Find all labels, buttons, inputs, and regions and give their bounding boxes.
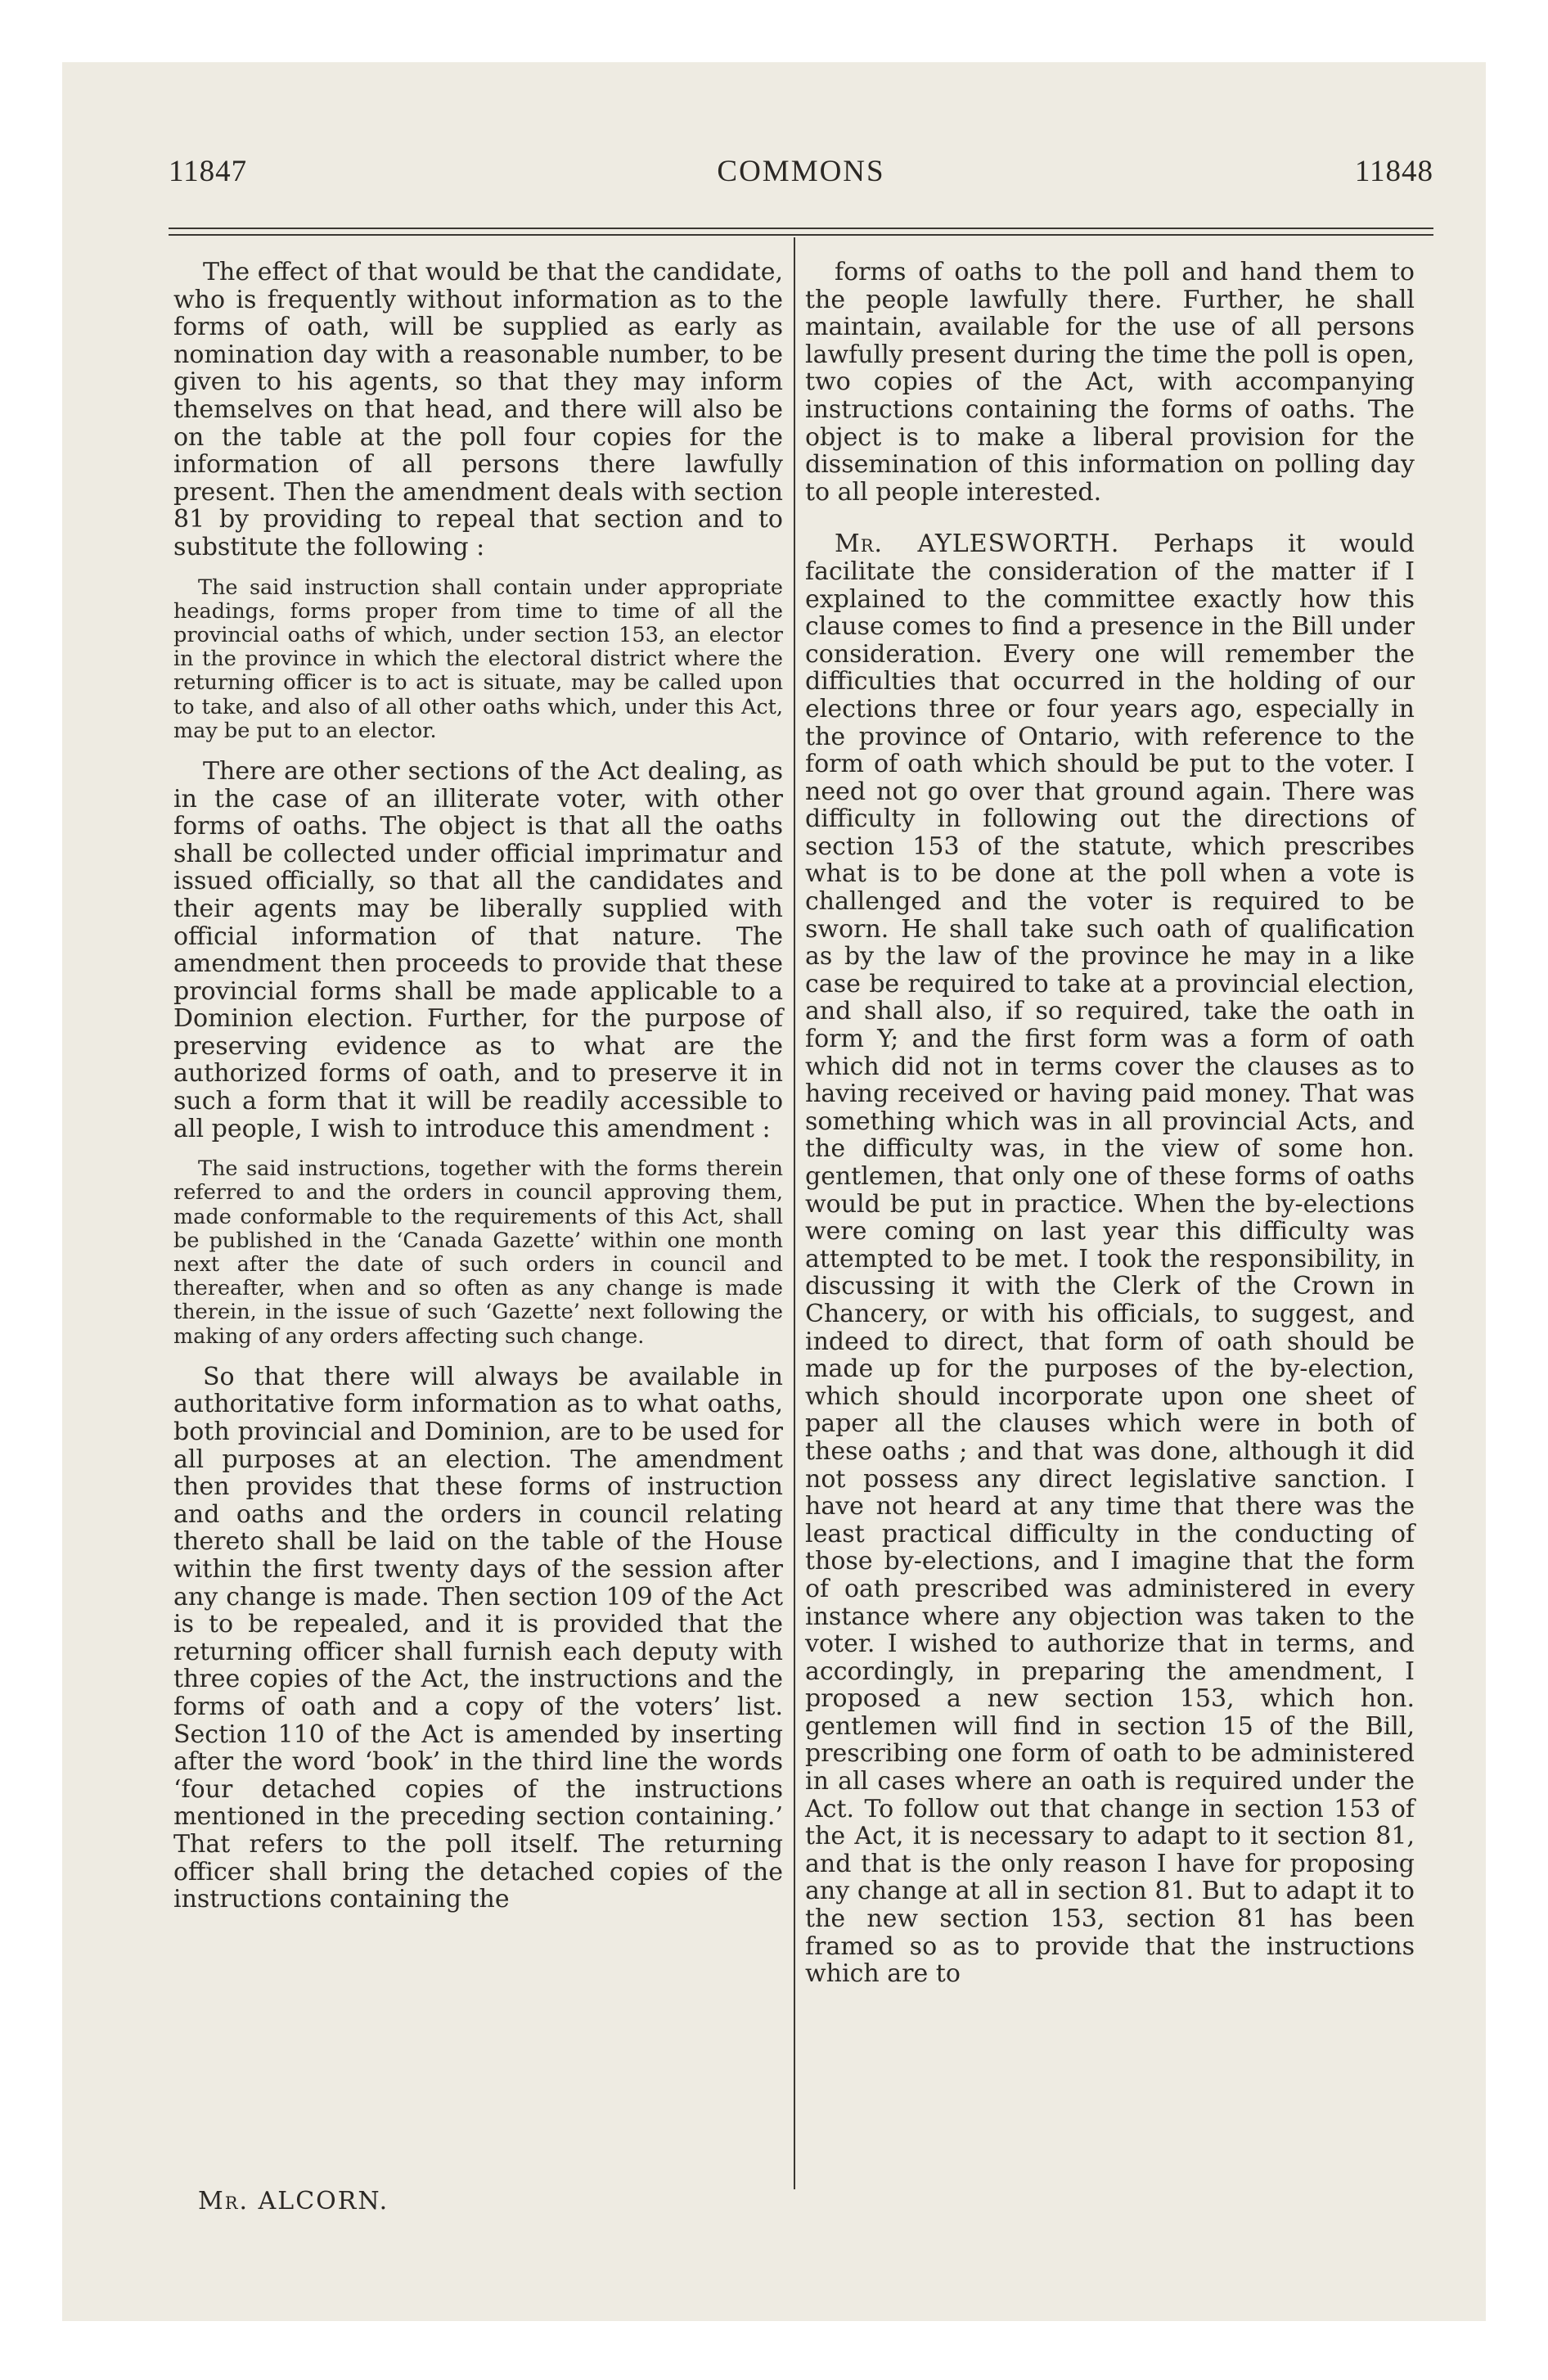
right-page-number: 11848	[1354, 155, 1433, 188]
left-paragraph-2: There are other sections of the Act dealing, as in the case of an illiterate voter, with other forms of oaths. The object is that all the oaths shall be collected under official imprimatur and issued officially, so that all the candidates and their agents may be liberally supplied with official information of that nature. The amendment then proceeds to provide that these provincial forms shall be made applicable to a Dominion election. Further, for the purpose of preserving evidence as to what are the authorized forms of oath, and to preserve it in such a form that it will be readily accessible to all people, I wish to introduce this amendment :	[173, 756, 783, 1143]
speaker-name: Mr. AYLESWORTH.	[835, 530, 1120, 559]
left-paragraph-1: The effect of that would be that the candidate, who is frequently without information as to the forms of oath, will be supplied as early as nomination day with a reasonable number, to be given to his agents, so that they may inform themselves on that head, and there will also be on the table at the poll four copies for the information of all persons there lawfully present. Then the amendment deals with section 81 by providing to repeal that section and to substitute the following :	[173, 258, 783, 561]
column-divider	[794, 237, 795, 2189]
left-page-number: 11847	[169, 155, 248, 188]
right-column	[805, 259, 1415, 1988]
header-rule-top	[169, 228, 1433, 229]
right-paragraph-1: forms of oaths to the poll and hand them to the people lawfully there. Further, he shall maintain, available for the use of all persons lawfully present during the time the poll is open, two copies of the Act, with accompanying instructions containing the forms of oaths. The object is to make a liberal provision for the dissemination of this information on polling day to all people interested.	[805, 258, 1415, 507]
footer-speaker-name: Mr. ALCORN.	[198, 2187, 389, 2215]
left-quoted-clause-2: The said instructions, together with the forms therein referred to and the orders in council approving them, made conformable to the requirements of this Act, shall be published in the ‘Canada Gazette’ within one month next after the date of such orders in council and thereafter, when and so often as any change is made therein, in the issue of such ‘Gazette’ next following the making of any orders affecting such change.	[173, 1156, 783, 1349]
page-title: COMMONS	[717, 155, 885, 188]
right-paragraph-2: Perhaps it would facilitate the consideration of the matter if I explained to the committee exactly how this clause comes to find a presence in the Bill under consideration. Every one will remember the difficulties that occurred in the holding of our elections three or four years ago, especially in the province of Ontario, with reference to the form of oath which should be put to the voter. I need not go over that ground again. There was difficulty in following out the directions of section 153 of the statute, which prescribes what is to be done at the poll when a vote is challenged and the voter is required to be sworn. He shall take such oath of qualification as by the law of the province he may in a like case be required to take at a provincial election, and shall also, if so required, take the oath in form Y; and the first form was a form of oath which did not in terms cover the clauses as to having received or having paid money. That was something which was in all provincial Acts, and the difficulty was, in the view of some hon. gentlemen, that only one of these forms of oaths would be put in practice. When the by-elections were coming on last year this difficulty was attempted to be met. I took the responsibility, in discussing it with the Clerk of the Crown in Chancery, or with his officials, to suggest, and indeed to direct, that form of oath should be made up for the purposes of the by-election, which should incorporate upon one sheet of paper all the clauses which were in both of these oaths ; and that was done, although it did not possess any direct legislative sanction. I have not heard at any time that there was the least practical difficulty in the conducting of those by-elections, and I imagine that the form of oath prescribed was administered in every instance where any objection was taken to the voter. I wished to authorize that in terms, and accordingly, in preparing the amendment, I proposed a new section 153, which hon. gentlemen will find in section 15 of the Bill, prescribing one form of oath to be administered in all cases where an oath is required under the Act. To follow out that change in section 153 of the Act, it is necessary to adapt to it section 81, and that is the only reason I have for proposing any change at all in section 81. But to adapt it to the new section 153, section 81 has been framed so as to provide that the instructions which are to	[805, 530, 1415, 1989]
left-column	[173, 259, 783, 1913]
header-rule-bottom	[169, 234, 1433, 236]
page-header	[169, 154, 1433, 203]
left-quoted-clause-1: The said instruction shall contain under appropriate headings, forms proper from time to time of all the provincial oaths of which, under section 153, an elector in the province in which the electoral district where the returning officer is to act is situate, may be called upon to take, and also of all other oaths which, under this Act, may be put to an elector.	[173, 575, 783, 743]
left-paragraph-3: So that there will always be available in authoritative form information as to what oaths, both provincial and Dominion, are to be used for all purposes at an election. The amendment then provides that these forms of instruction and oaths and the orders in council relating thereto shall be laid on the table of the House within the first twenty days of the session after any change is made. Then section 109 of the Act is to be repealed, and it is provided that the returning officer shall furnish each deputy with three copies of the Act, the instructions and the forms of oath and a copy of the voters’ list. Section 110 of the Act is amended by inserting after the word ‘book’ in the third line the words ‘four detached copies of the instructions mentioned in the preceding section containing.’ That refers to the poll itself. The returning officer shall bring the detached copies of the instructions containing the	[173, 1362, 783, 1914]
right-speech	[805, 530, 1415, 1987]
